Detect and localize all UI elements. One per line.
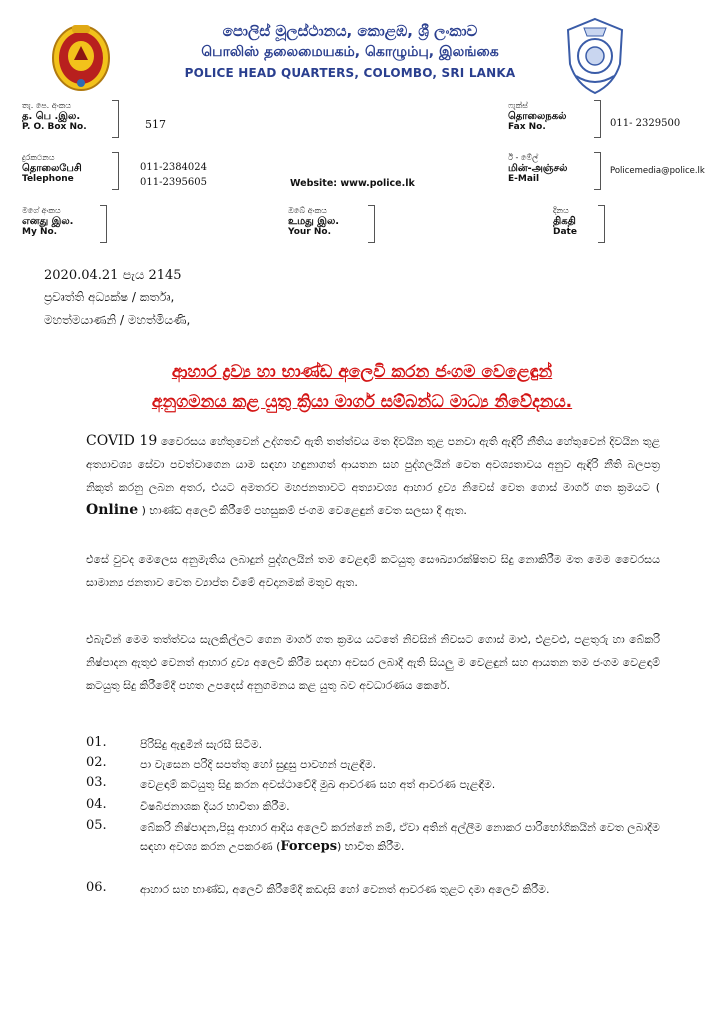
website-text: Website: www.police.lk	[290, 178, 415, 189]
telephone-value-1: 011-2384024	[140, 162, 208, 173]
letterhead-title-english: POLICE HEAD QUARTERS, COLOMBO, SRI LANKA	[184, 66, 516, 80]
list-item: විෂබීජනාශක දියර භාවිතා කිරීම.	[140, 800, 290, 813]
salutation-recipient: ප්‍රවෘත්ති අධ්‍යක්ෂ / කර්තෘ,	[44, 290, 175, 304]
pobox-value: 517	[145, 118, 166, 131]
list-item: පිරිසිදු ඇඳුමින් සැරසී සිටීම.	[140, 738, 263, 751]
your-no-label: ඔබේ අංකය உமது இல. Your No.	[288, 206, 340, 237]
sri-lanka-emblem-icon	[50, 20, 112, 92]
letter-date: 2020.04.21 පැය 2145	[44, 268, 182, 283]
list-number: 04.	[86, 797, 107, 812]
list-number: 02.	[86, 755, 107, 770]
paragraph-1: COVID 19 වෛරසය හේතුවෙන් උද්ගතවී ඇති තත්ත්වය මත දිවයින තුළ පනවා ඇති ඇඳිරි නීතිය හේතුවෙන් දිවයින තුළ අත්‍යාවශ්‍ය සේවා පවත්වාගෙන යාම සඳහා හඳුනාගත් ආයතන සහ පුද්ගලයින් වෙත අවශ්‍යතාවය අනුව ඇඳිරි නීති බලපත්‍ර නිකුත් කරනු ලබන අතර, එයට අමතරව මහජනතාවට අත්‍යාවශ්‍ය ආහාර ද්‍රව්‍ය නිවෙස් වෙත ගොස් මාර්ග ගත ක්‍රමයට ( Online ) භාණ්ඩ අලෙවි කිරීමේ පහසුකම් ජංගම වෙළෙඳුන් වෙත සලසා දී ඇත.	[86, 433, 660, 518]
email-label: ඊ - මේල් மின்-அஞ்சல் E-Mail	[508, 153, 568, 184]
list-item: පා වැසෙන පරිදි සපත්තු හෝ සුදුසු පාවහන් පැළඳීම.	[140, 758, 377, 771]
heading-line-2: අනුගමනය කළ යුතු ක්‍රියා මාර්ග සම්බන්ධ මාධ්‍ය නිවේදනය.	[151, 392, 573, 412]
fax-label: ෆැක්ස් தொலைநகல் Fax No.	[508, 101, 567, 132]
police-emblem-icon	[560, 16, 630, 96]
list-item: වෙළඳාම් කටයුතු සිදු කරන අවස්ථාවේදී මුඛ ආවරණ සහ අත් ආවරණ පැළඳීම.	[140, 778, 496, 791]
letterhead-title-tamil: பொலிஸ் தலைமையகம், கொழும்பு, இலங்கை	[201, 44, 499, 60]
salutation-greeting: මහත්මයාණනි / මහත්මියණි,	[44, 313, 191, 327]
list-number: 03.	[86, 775, 107, 790]
fax-value: 011- 2329500	[610, 118, 681, 129]
letterhead-title-sinhala: පොලිස් මූලස්ථානය, කොළඹ, ශ්‍රී ලංකාව	[222, 22, 478, 40]
paragraph-3: එබැවින් මෙම තත්ත්වය සැලකිල්ලට ගෙන මාර්ග ගත ක්‍රමය යටතේ නිවසින් නිවසට ගොස් මාළු, එළවළු, පළතුරු හා බේකරි නිෂ්පාදන ඇතුළු වෙනත් ආහාර ද්‍රව්‍ය අලෙවි කිරීම සඳහා අවසර ලබාදී ඇති සියලු ම වෙළඳුන් සහ ආයතන තම ජංගම වෙළඳාම් කටයුතු සිදු කිරීමේදී පහත උපදෙස් අනුගමනය කළ යුතු බව අවධාරණය කෙරේ.	[86, 633, 660, 692]
list-number: 01.	[86, 735, 107, 750]
date-label: දිනය திகதி Date	[553, 206, 577, 237]
list-number: 06.	[86, 880, 107, 895]
my-no-label: මගේ අංකය எனது இல. My No.	[22, 206, 74, 237]
heading-line-1: ආහාර ද්‍රව්‍ය හා භාණ්ඩ අලෙවි කරන ජංගම වෙළෙඳුන්	[171, 362, 553, 382]
email-value: Policemedia@police.lk	[610, 166, 705, 176]
list-item: බේකරි නිෂ්පාදන,පිසූ ආහාර ආදිය අලෙවි කරන්නේ නම්, ඒවා අතින් අල්ලීම නොකර පාරිභෝගිකයින් වෙත ලබාදීම සඳහා අවශ්‍ය කරන උපකරණ (Forceps) භාවිත කිරීම.	[140, 821, 660, 854]
list-number: 05.	[86, 818, 107, 833]
telephone-label: දුරකථනය தொலைபேசி Telephone	[22, 153, 82, 184]
telephone-value-2: 011-2395605	[140, 177, 208, 188]
pobox-label: තැ. පෙ. අංකය த. பெ .இல. P. O. Box No.	[22, 101, 87, 132]
list-item: ආහාර සහ භාණ්ඩ, අලෙවි කිරීමේදී කඩදාසි හෝ වෙනත් ආවරණ තුළට දමා අලෙවි කිරීම.	[140, 883, 550, 896]
paragraph-2: එසේ වුවද මෙලෙස අනුමැතිය ලබාදුන් පුද්ගලයින් තම වෙළඳාම් කටයුතු සෞඛ්‍යාරක්ෂිතව සිදු නොකිරීම මත මෙම වෛරසය සාමාන්‍ය ජනතාව වෙත ව්‍යාප්ත වීමේ අවදානමක් මතුව ඇත.	[86, 553, 660, 589]
